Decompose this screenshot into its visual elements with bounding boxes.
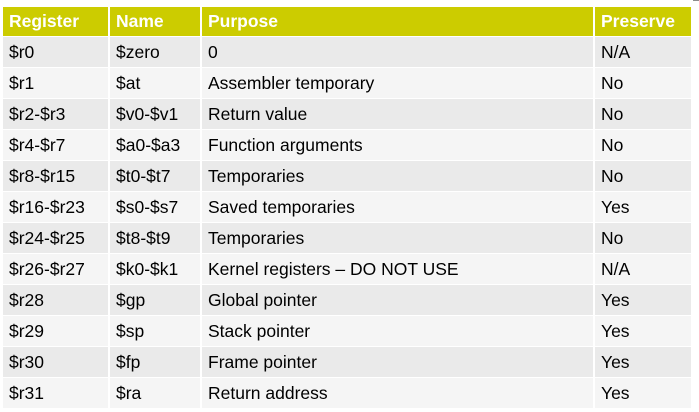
cell-register: $r29	[3, 316, 109, 347]
cell-name: $fp	[109, 347, 201, 378]
cell-register: $r26-$r27	[3, 254, 109, 285]
table-row	[3, 223, 691, 254]
header-preserve: Preserve	[594, 7, 691, 37]
cell-preserve: Yes	[594, 347, 691, 378]
header-row	[3, 7, 691, 37]
cell-register: $r1	[3, 68, 109, 99]
header-register: Register	[3, 7, 109, 37]
cell-register: $r24-$r25	[3, 223, 109, 254]
table-row	[3, 161, 691, 192]
cell-preserve: Yes	[594, 285, 691, 316]
cell-name: $s0-$s7	[109, 192, 201, 223]
table-row	[3, 99, 691, 130]
register-table	[3, 7, 691, 408]
table-row	[3, 378, 691, 409]
cell-purpose: Temporaries	[201, 161, 594, 192]
cell-purpose: Frame pointer	[201, 347, 594, 378]
cell-preserve: No	[594, 130, 691, 161]
cell-name: $v0-$v1	[109, 99, 201, 130]
cell-preserve: No	[594, 68, 691, 99]
cell-purpose: Return address	[201, 378, 594, 409]
cell-register: $r28	[3, 285, 109, 316]
cell-preserve: Yes	[594, 192, 691, 223]
cell-register: $r2-$r3	[3, 99, 109, 130]
cell-name: $ra	[109, 378, 201, 409]
cell-preserve: N/A	[594, 254, 691, 285]
cell-name: $at	[109, 68, 201, 99]
corner-mark	[693, 0, 699, 1]
table-row	[3, 192, 691, 223]
cell-register: $r16-$r23	[3, 192, 109, 223]
cell-purpose: 0	[201, 37, 594, 68]
cell-purpose: Assembler temporary	[201, 68, 594, 99]
cell-register: $r0	[3, 37, 109, 68]
cell-register: $r8-$r15	[3, 161, 109, 192]
table-row	[3, 37, 691, 68]
cell-purpose: Saved temporaries	[201, 192, 594, 223]
table-row	[3, 68, 691, 99]
cell-register: $r31	[3, 378, 109, 409]
table-row	[3, 347, 691, 378]
header-name: Name	[109, 7, 201, 37]
cell-purpose: Function arguments	[201, 130, 594, 161]
cell-preserve: No	[594, 223, 691, 254]
cell-name: $t0-$t7	[109, 161, 201, 192]
header-purpose: Purpose	[201, 7, 594, 37]
cell-name: $k0-$k1	[109, 254, 201, 285]
cell-preserve: No	[594, 99, 691, 130]
cell-preserve: No	[594, 161, 691, 192]
cell-purpose: Return value	[201, 99, 594, 130]
cell-preserve: Yes	[594, 316, 691, 347]
table-row	[3, 254, 691, 285]
cell-register: $r30	[3, 347, 109, 378]
cell-purpose: Kernel registers – DO NOT USE	[201, 254, 594, 285]
cell-purpose: Stack pointer	[201, 316, 594, 347]
table-row	[3, 316, 691, 347]
table-row	[3, 130, 691, 161]
cell-name: $gp	[109, 285, 201, 316]
cell-register: $r4-$r7	[3, 130, 109, 161]
cell-name: $a0-$a3	[109, 130, 201, 161]
cell-purpose: Temporaries	[201, 223, 594, 254]
cell-name: $t8-$t9	[109, 223, 201, 254]
cell-preserve: N/A	[594, 37, 691, 68]
cell-purpose: Global pointer	[201, 285, 594, 316]
table-row	[3, 285, 691, 316]
cell-name: $sp	[109, 316, 201, 347]
cell-preserve: Yes	[594, 378, 691, 409]
cell-name: $zero	[109, 37, 201, 68]
